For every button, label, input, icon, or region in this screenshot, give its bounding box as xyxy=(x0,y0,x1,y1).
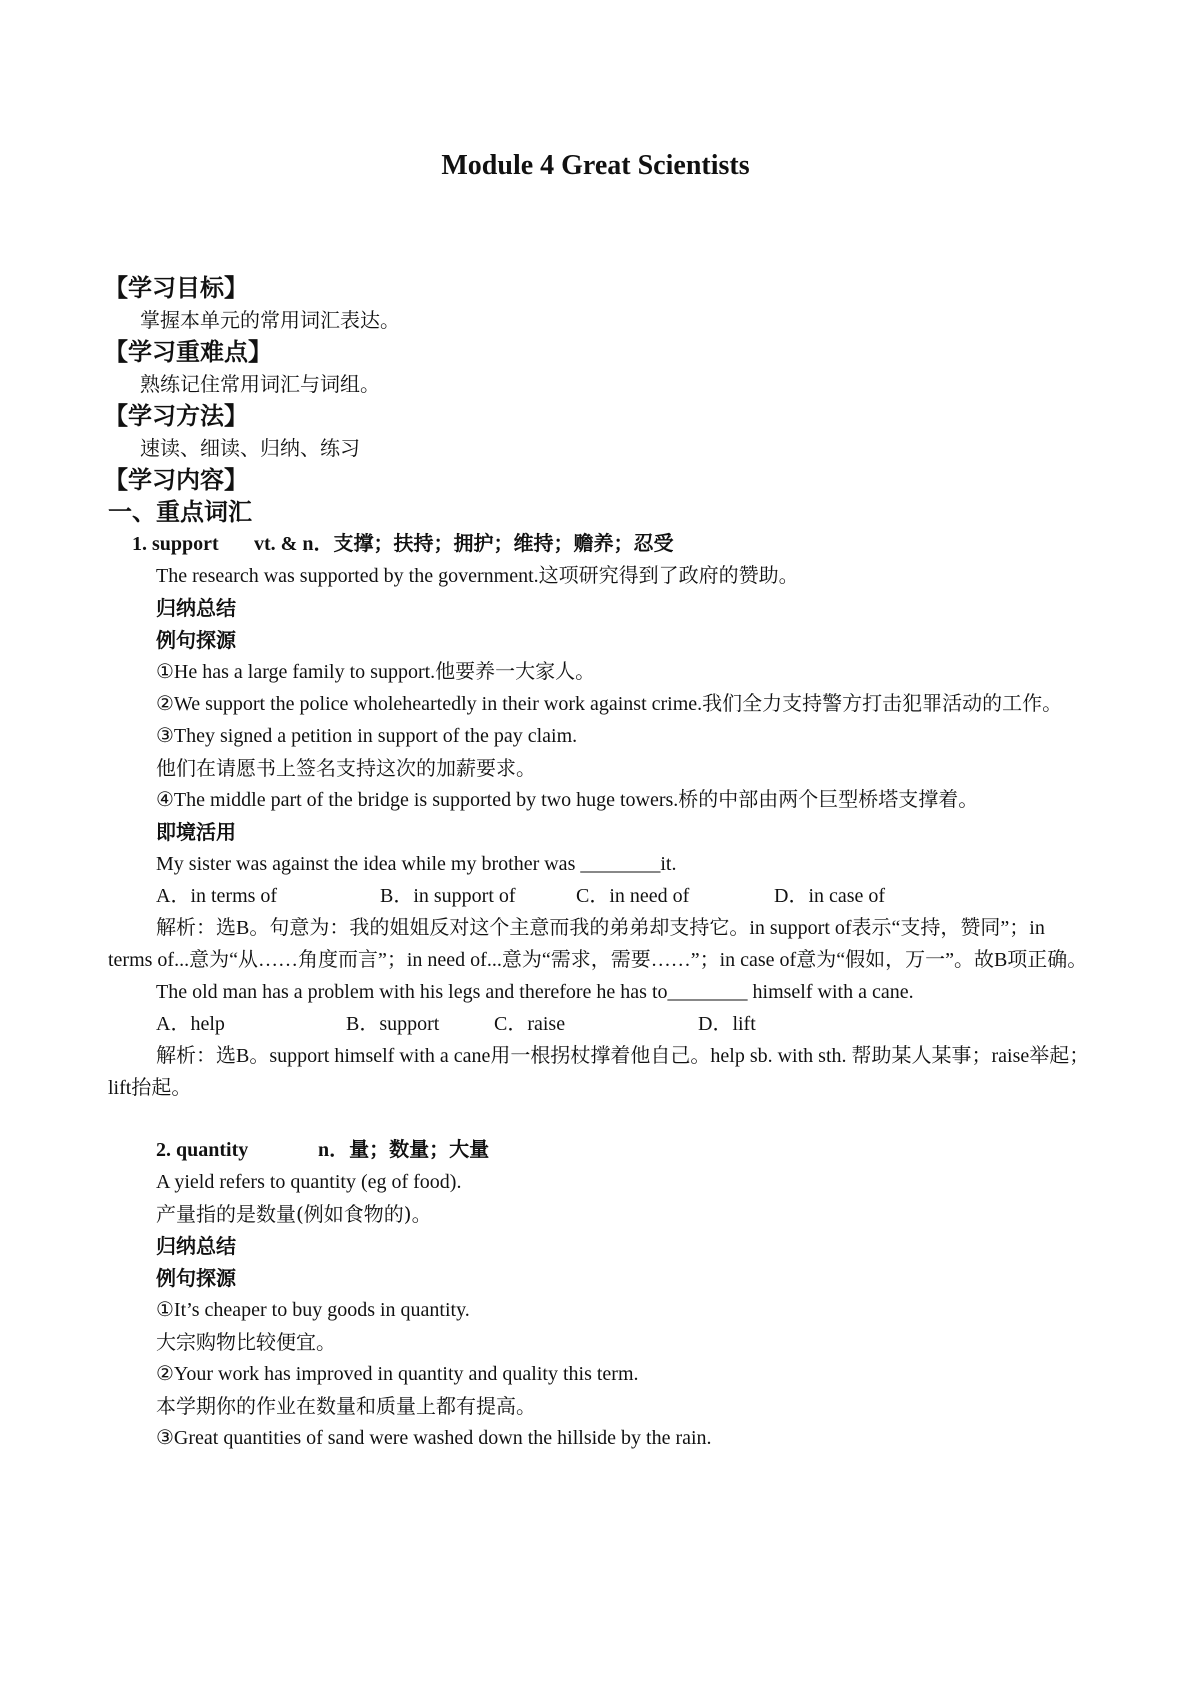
word1-ex2: ②We support the police wholeheartedly in their work against crime.我们全力支持警方打击犯罪活动的工作。 xyxy=(156,693,1063,715)
word1-q1: My sister was against the idea while my brother was ________it. xyxy=(156,853,677,875)
word1-ex3a: ③They signed a petition in support of the pay claim. xyxy=(156,725,578,747)
word2-heading xyxy=(108,1134,1090,1166)
word1-pos: vt. & n．支撑；扶持；拥护；维持；赡养；忍受 xyxy=(254,533,674,555)
word2-ex2a: ②Your work has improved in quantity and quality this term. xyxy=(156,1363,639,1385)
word2-example-cn: 产量指的是数量(例如食物的)。 xyxy=(156,1202,432,1226)
key-heading: 【学习重难点】 xyxy=(104,337,272,366)
word2-head: 2. quantity xyxy=(156,1139,249,1161)
word1-practice-label: 即境活用 xyxy=(156,820,236,844)
key-text: 熟练记住常用词汇与词组。 xyxy=(140,372,380,396)
option-d: D．in case of xyxy=(774,885,886,907)
word1-q1-options xyxy=(108,880,1090,912)
word1-summary-label: 归纳总结 xyxy=(156,596,236,620)
goal-text: 掌握本单元的常用词汇表达。 xyxy=(140,308,400,332)
word1-heading xyxy=(108,528,1090,560)
option-b: B．support xyxy=(346,1013,440,1035)
word2-pos: n．量；数量；大量 xyxy=(318,1139,490,1161)
word1-examples-label: 例句探源 xyxy=(156,628,236,652)
word2-ex3a: ③Great quantities of sand were washed down the hillside by the rain. xyxy=(156,1427,712,1449)
word1-q1-answer: 解析：选B。句意为：我的姐姐反对这个主意而我的弟弟却支持它。in support of表示“支持，赞同”；in terms of...意为“从……角度而言”；in need of...意为“需求，需要……”；in case of意为“假如，万一”。故B项正确。 xyxy=(108,917,1088,971)
option-c: C．raise xyxy=(494,1013,566,1035)
document-body xyxy=(104,272,1090,1454)
word1-q2-answer: 解析：选B。support himself with a cane用一根拐杖撑着他自己。help sb. with sth. 帮助某人某事；raise举起；lift抬起。 xyxy=(108,1045,1090,1099)
word1-q2: The old man has a problem with his legs and therefore he has to________ himself with a cane. xyxy=(156,981,914,1003)
word1-ex3b: 他们在请愿书上签名支持这次的加薪要求。 xyxy=(156,756,536,780)
word2-ex1a: ①It’s cheaper to buy goods in quantity. xyxy=(156,1299,470,1321)
page-title: Module 4 Great Scientists xyxy=(441,150,750,181)
content-heading: 【学习内容】 xyxy=(104,465,248,494)
word1-ex4: ④The middle part of the bridge is supported by two huge towers.桥的中部由两个巨型桥塔支撑着。 xyxy=(156,789,979,811)
word2-ex1b: 大宗购物比较便宜。 xyxy=(156,1330,336,1354)
word1-example: The research was supported by the government.这项研究得到了政府的赞助。 xyxy=(156,565,799,587)
word1-ex1: ①He has a large family to support.他要养一大家人。 xyxy=(156,661,596,683)
vocab-heading: 一、重点词汇 xyxy=(108,497,252,526)
word2-summary-label: 归纳总结 xyxy=(156,1234,236,1258)
method-heading: 【学习方法】 xyxy=(104,401,248,430)
option-b: B．in support of xyxy=(380,885,516,907)
option-a: A．in terms of xyxy=(156,885,278,907)
word1-head: 1. support xyxy=(132,533,219,555)
method-text: 速读、细读、归纳、练习 xyxy=(140,436,360,460)
goal-heading: 【学习目标】 xyxy=(104,273,248,302)
word2-example-en: A yield refers to quantity (eg of food). xyxy=(156,1171,462,1193)
word1-q2-options xyxy=(108,1008,1090,1040)
word2-examples-label: 例句探源 xyxy=(156,1266,236,1290)
option-a: A．help xyxy=(156,1013,225,1035)
word2-ex2b: 本学期你的作业在数量和质量上都有提高。 xyxy=(156,1394,536,1418)
option-d: D．lift xyxy=(698,1013,756,1035)
option-c: C．in need of xyxy=(576,885,690,907)
